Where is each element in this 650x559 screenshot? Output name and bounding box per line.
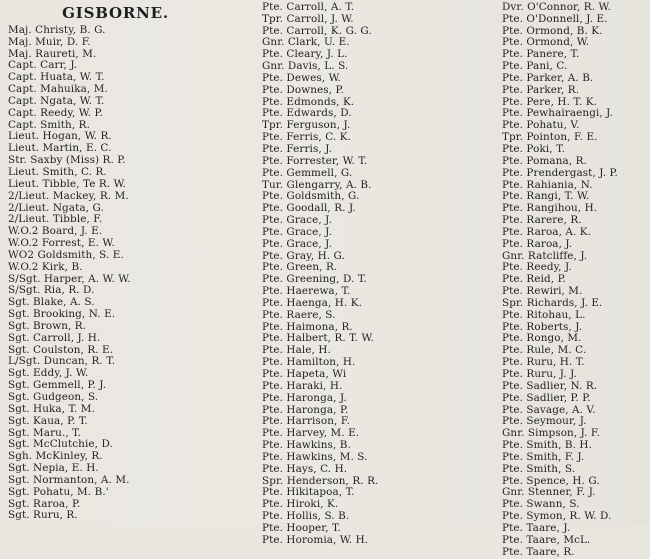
roll-entry: Pte. Grace, J. [262, 225, 333, 238]
roll-entry: Pte. Dewes, W. [262, 71, 341, 84]
roll-entry: Pte. Ferris, C. K. [262, 131, 351, 144]
roll-entry: Dvr. O'Connor, R. W. [502, 0, 611, 13]
roll-entry: Pte. Pewhairaengi, J. [502, 107, 614, 120]
roll-entry: Sgt. Brown, R. [8, 319, 87, 332]
roll-entry: Pte. Raroa, A. K. [502, 225, 592, 238]
roll-entry: Pte. Rarere, R. [502, 214, 582, 227]
roll-entry: Lieut. Hogan, W. R. [8, 130, 112, 143]
roll-entry: W.O.2 Forrest, E. W. [8, 237, 115, 250]
roll-entry: Sgt. Eddy, J. W. [8, 367, 89, 380]
roll-entry: Pte. Hays, C. H. [262, 462, 348, 475]
roll-entry: Spr. Richards, J. E. [502, 296, 603, 309]
roll-entry: 2/Lieut. Ngata, G. [8, 201, 104, 214]
roll-entry: Sgt. Normanton, A. M. [8, 473, 130, 486]
roll-entry: L/Sgt. Duncan, R. T. [8, 355, 116, 368]
roll-entry: Gnr. Stenner, F. J. [502, 486, 596, 499]
roll-entry: Pte. Ormond, B. K. [502, 24, 603, 37]
roll-entry: Pte. Hapeta, Wi [262, 368, 347, 380]
roll-entry: W.O.2 Board, J. E. [8, 225, 103, 238]
roll-entry: 2/Lieut. Mackey, R. M. [8, 189, 129, 202]
roll-entry: Pte. Rule, M. C. [502, 344, 587, 357]
roll-entry: Pte. Pani, C. [502, 60, 568, 73]
roll-entry: Pte. Haronga, P. [262, 403, 349, 416]
roll-entry: Sgt. Kaua, P. T. [8, 414, 88, 427]
roll-entry: Pte. Sadlier, N. R. [502, 379, 598, 392]
roll-entry: Pte. Haerewa, T. [262, 285, 351, 298]
roll-entry: Pte. Haronga, J. [262, 391, 347, 404]
roll-entry: S/Sgt. Ria, R. D. [8, 284, 95, 297]
roll-entry: Lieut. Smith, C. R. [8, 165, 107, 178]
roll-entry: Pte. Pomana, R. [502, 154, 587, 167]
roll-entry: Pte. Harrison, F. [262, 415, 350, 428]
roll-entry: Pte. Ormond, W. [502, 36, 590, 49]
roll-entry: Capt. Ngata, W. T. [8, 94, 105, 107]
roll-entry: Pte. Taare, J. [502, 521, 571, 534]
roll-entry: Pte. Ferris, J. [262, 142, 333, 155]
roll-entry: Sgt. Huka, T. M. [8, 402, 95, 415]
roll-entry: Capt. Smith, R. [8, 118, 90, 131]
roll-entry: Pte. Haraki, H. [262, 379, 343, 392]
roll-entry: Pte. Swann, S. [502, 498, 580, 511]
roll-entry: Pte. Taare, McL. [502, 533, 591, 546]
roll-entry: Pte. Ruru, J. J. [502, 368, 577, 380]
roll-entry: Pte. Downes, P. [262, 83, 344, 96]
roll-entry: Pte. Hiroki, K. [262, 498, 339, 511]
roll-entry: Capt. Mahuika, M. [8, 83, 108, 96]
roll-entry: S/Sgt. Harper, A. W. W. [8, 272, 131, 285]
roll-entry: Pte. Taare, R. [502, 545, 575, 558]
roll-entry: Str. Saxby (Miss) R. P. [8, 154, 126, 167]
roll-entry: Gnr. Ratcliffe, J. [502, 249, 588, 262]
roll-entry: Pte. Seymour, J. [502, 415, 587, 428]
roll-entry: Sgt. Coulston, R. E. [8, 343, 114, 356]
roll-entry: Sgt. Gudgeon, S. [8, 391, 99, 403]
roll-entry: Capt. Carr, J. [8, 59, 78, 72]
roll-entry: Pte. Hooper, T. [262, 521, 341, 534]
roll-entry: 2/Lieut. Tibble, F. [8, 213, 103, 226]
roll-entry: Sgt. Ruru, R. [8, 509, 78, 522]
roll-entry: Tpr. Ferguson, J. [262, 119, 351, 132]
roll-entry: Sgt. Brooking, N. E. [8, 308, 116, 321]
roll-entry: Pte. Hawkins, B. [262, 439, 351, 452]
roll-entry: W.O.2 Kirk, B. [8, 260, 83, 273]
roll-entry: Pte. O'Donnell, J. E. [502, 12, 608, 25]
roll-entry: Pte. Haenga, H. K. [262, 296, 363, 309]
roll-entry: Gnr. Simpson, J. F. [502, 427, 601, 440]
roll-entry: WO2 Goldsmith, S. E. [8, 248, 124, 261]
roll-entry: Pte. Raroa, J. [502, 237, 573, 250]
roll-entry: Sgt. Nepia, E. H. [8, 462, 99, 475]
roll-entry: Gnr. Davis, L. S. [262, 60, 349, 73]
roll-entry: Pte. Cleary, J. L. [262, 48, 348, 61]
roll-entry: Pte. Goodall, R. J. [262, 202, 356, 215]
roll-entry: Pte. Forrester, W. T. [262, 154, 368, 167]
roll-entry: Pte. Sadlier, P. P. [502, 391, 591, 404]
roll-entry: Pte. Rewiri, M. [502, 285, 583, 298]
roll-entry: Pte. Smith, S. [502, 462, 576, 475]
roll-entry: Sgt. Pohatu, M. B.' [8, 485, 109, 498]
roll-entry: Sgt. Gemmell, P. J. [8, 379, 107, 392]
roll-entry: Pte. Edmonds, K. [262, 95, 355, 108]
roll-entry: Pte. Hawkins, M. S. [262, 450, 368, 463]
roll-entry: Tur. Glengarry, A. B. [262, 178, 372, 191]
roll-entry: Pte. Green, R. [262, 261, 338, 274]
roll-entry: Sgh. McKinley, R. [8, 450, 103, 463]
roll-entry: Lieut. Tibble, Te R. W. [8, 177, 126, 190]
roll-entry: Spr. Henderson, R. R. [262, 474, 379, 487]
roll-entry: Tpr. Carroll, J. W. [262, 12, 354, 25]
roll-entry: Pte. Carroll, K. G. G. [262, 24, 372, 37]
roll-entry: Pte. Spence, H. G. [502, 474, 600, 487]
roll-entry: Pte. Poki, T. [502, 142, 565, 155]
roll-entry: Pte. Roberts, J. [502, 320, 583, 333]
name-column-middle [262, 0, 482, 547]
roll-entry: Sgt. Blake, A. S. [8, 296, 95, 309]
roll-entry: Pte. Halbert, R. T. W. [262, 332, 374, 345]
roll-entry: Lieut. Martin, E. C. [8, 142, 112, 155]
roll-entry: Pte. Gray, H. G. [262, 249, 345, 262]
roll-entry: Pte. Carroll, A. T. [262, 0, 355, 13]
roll-entry: Sgt. Raroa, P. [8, 497, 81, 510]
roll-entry: Pte. Savage, A. V. [502, 403, 596, 416]
roll-entry: Pte. Rongo, M. [502, 332, 582, 345]
roll-entry: Pte. Harvey, M. E. [262, 427, 360, 440]
roll-entry: Pte. Rangi, T. W. [502, 190, 590, 203]
roll-entry: Pte. Grace, J. [262, 237, 333, 250]
roll-entry: Pte. Edwards, D. [262, 107, 352, 120]
roll-entry: Capt. Huata, W. T. [8, 71, 105, 84]
roll-entry: Pte. Rangihou, H. [502, 202, 598, 215]
roll-entry: Pte. Grace, J. [262, 214, 333, 227]
roll-entry: Pte. Parker, A. B. [502, 71, 594, 84]
roll-entry: Tpr. Pointon, F. E. [502, 131, 598, 144]
roll-entry: Pte. Raere, S. [262, 308, 336, 321]
roll-entry: Sgt. Carroll, J. H. [8, 331, 101, 344]
roll-entry: Pte. Hikitapoa, T. [262, 486, 355, 499]
roll-entry: Pte. Panere, T. [502, 48, 580, 61]
roll-entry: Sgt. McClutchie, D. [8, 438, 113, 451]
roll-entry: Pte. Ritohau, L. [502, 308, 586, 321]
roll-entry: Gnr. Clark, U. E. [262, 36, 350, 49]
roll-entry: Pte. Symon, R. W. D. [502, 510, 612, 523]
roll-entry: Pte. Prendergast, J. P. [502, 166, 618, 179]
roll-entry: Sgt. Maru., T. [8, 426, 82, 439]
roll-entry: Pte. Hollis, S. B. [262, 510, 350, 523]
roll-entry: Pte. Parker, R. [502, 83, 580, 96]
roll-entry: Pte. Reid, P. [502, 273, 566, 286]
roll-entry: Capt. Reedy, W. P. [8, 106, 103, 119]
roll-entry: Pte. Smith, B. H. [502, 439, 592, 452]
roll-entry: Pte. Pohatu, V. [502, 119, 580, 132]
name-column-left [8, 0, 223, 522]
roll-entry: Pte. Hamilton, H. [262, 356, 356, 369]
roll-entry: Maj. Christy, B. G. [8, 23, 106, 36]
roll-entry: Pte. Reedy, J. [502, 261, 572, 274]
roll-entry: Pte. Greening, D. T. [262, 273, 367, 286]
section-heading: GISBORNE. [62, 3, 169, 22]
roll-entry: Pte. Smith, F. J. [502, 450, 585, 463]
roll-entry: Pte. Hale, H. [262, 344, 331, 357]
roll-entry: Pte. Gemmell, G. [262, 166, 353, 179]
roll-entry: Pte. Haimona, R. [262, 320, 353, 333]
roll-entry: Pte. Pere, H. T. K. [502, 95, 597, 108]
roll-entry: Pte. Ruru, H. T. [502, 356, 585, 369]
name-column-right [502, 0, 650, 559]
roll-entry: Maj. Raureti, M. [8, 47, 97, 60]
roll-entry: Pte. Goldsmith, G. [262, 190, 360, 203]
roll-entry: Pte. Horomia, W. H. [262, 533, 369, 546]
roll-entry: Maj. Muir, D. F. [8, 35, 91, 48]
roll-entry: Pte. Rahiania, N. [502, 178, 593, 191]
